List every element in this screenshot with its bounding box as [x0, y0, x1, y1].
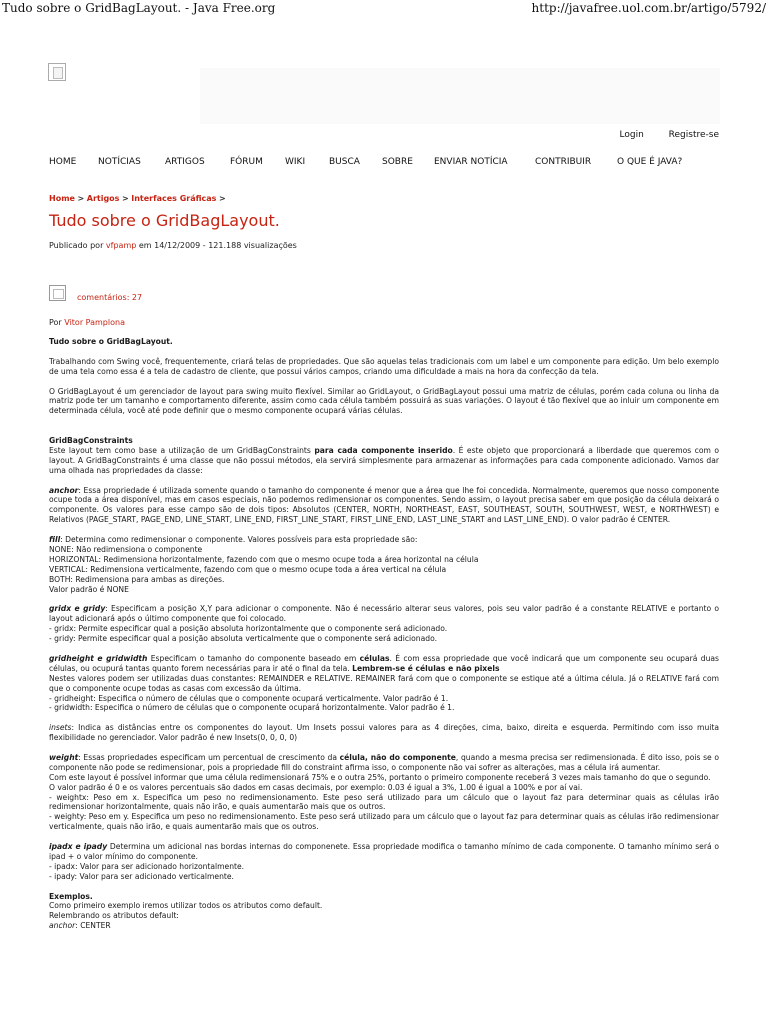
paragraph-gridx	[49, 604, 719, 624]
ipady-line: - ipady: Valor para ser adicionado verticalmente.	[49, 871, 234, 881]
text-run-bold: células	[359, 653, 390, 663]
weightx-line: - weightx: Peso em x. Especifica um peso no redimensionamento. Este peso será utilizado para um cálculo que o layout faz para determinar quais as células irão redimensionar horizontalmente, quais não irão, e quais aumentarão mais que os outros.	[49, 792, 719, 812]
breadcrumb-separator: >	[121, 194, 129, 203]
user-links	[598, 130, 720, 140]
nav-forum[interactable]: FÓRUM	[230, 157, 263, 167]
keyword-insets: insets	[49, 723, 72, 733]
paragraph-anchor	[49, 486, 719, 526]
gridwidth-line: - gridwidth: Especifica o número de células que o componente ocupará horizontalmente. Valor padrão é 1.	[49, 703, 455, 713]
comments-broken-image-icon	[49, 285, 66, 301]
breadcrumb	[49, 194, 226, 203]
author-name-link[interactable]: Vitor Pamplona	[64, 318, 125, 327]
page-tab-title: Tudo sobre o GridBagLayout. - Java Free.org	[2, 1, 276, 15]
text-run: Determina um adicional nas bordas internas do componenete. Essa propriedade modifica o tamanho mínimo de cada componente. O tamanho mínimo será o ipad + o valor mínimo do componente.	[49, 842, 720, 861]
article-meta	[49, 241, 297, 250]
paragraph-fill	[49, 535, 719, 545]
banner-ad-area	[200, 68, 720, 124]
breadcrumb-separator: >	[77, 194, 85, 203]
byline-prefix: Por	[49, 318, 65, 327]
paragraph-insets	[49, 723, 719, 743]
gridy-line: - gridy: Permite especificar qual a posição absoluta verticalmente que o componente será adicionado.	[49, 634, 437, 644]
section-heading-gridbagconstraints: GridBagConstraints	[49, 436, 133, 445]
text-run: . É com essa propriedade que você indicará que um componente seu ocupará duas células, ou ocupurá tantas quanto forem necessárias para ir até o final da tela.	[49, 653, 720, 673]
nav-contribuir[interactable]: CONTRIBUIR	[535, 157, 592, 167]
gridx-line: - gridx: Permite especificar qual a posição absoluta horizontalmente que o componente será adicionado.	[49, 624, 448, 634]
keyword-gridx-gridy: gridx e gridy	[49, 604, 106, 614]
text-run: , quando a mesma precisa ser redimensionada. É dito isso, pois se o componente não pode se redimensionar, pois a propriedade fill do constraint afirma isso, o componente não vai sofrer as alterações, mas a célula irá aumentar.	[49, 752, 719, 772]
text-run: Especificam o tamanho do componente baseado em	[147, 653, 360, 663]
nav-sobre[interactable]: SOBRE	[382, 157, 413, 167]
author-username-link[interactable]: vfpamp	[105, 241, 137, 250]
fill-option-horizontal: HORIZONTAL: Redimensiona horizontalmente, fazendo com que o mesmo ocupe toda a área horizontal na célula	[49, 554, 479, 564]
breadcrumb-separator: >	[218, 194, 226, 203]
paragraph-gridbaglayout: O GridBagLayout é um gerenciador de layout para swing muito flexível. Similar ao GridLayout, o GridBagLayout possui uma matriz de células, porém cada coluna ou linha da matriz pode ter um tamanho e comportamento diferente, assim como cada célula também possuirá as suas variações. O layout é tão flexível que ao inluir um componente em determinada célula, você até pode definir que o mesmo componente ocupará várias células.	[49, 386, 719, 416]
example-anchor-default	[49, 921, 719, 931]
keyword-ipadx-ipady: ipadx e ipady	[49, 842, 108, 852]
keyword-anchor: anchor	[49, 921, 76, 931]
text-run: : Essas propriedades especificam um percentual de crescimento da	[78, 752, 340, 762]
paragraph-weight	[49, 753, 719, 773]
comments-count-link[interactable]: comentários: 27	[77, 293, 143, 302]
keyword-fill: fill	[49, 535, 61, 545]
article-heading: Tudo sobre o GridBagLayout.	[49, 337, 173, 346]
paragraph-gridbagconstraints	[49, 446, 719, 476]
meta-date-views: em 14/12/2009 - 121.188 visualizações	[136, 241, 297, 250]
keyword-anchor: anchor	[49, 485, 79, 495]
text-run: : CENTER	[75, 921, 111, 931]
text-run-bold: Lembrem-se é células e não pixels	[352, 663, 500, 673]
keyword-gridheight-gridwidth: gridheight e gridwidth	[49, 653, 148, 663]
browser-header	[0, 0, 768, 20]
text-run: Este layout tem como base a utilização de um GridBagConstraints	[49, 445, 315, 455]
weight-line: O valor padrão é 0 e os valores percentuais são dados em casas decimais, por exemplo: 0.03 é igual a 3%, 1.00 é igual a 100% e por aí vai.	[49, 782, 583, 792]
text-run: : Determina como redimensionar o componente. Valores possíveis para esta propriedade são:	[60, 535, 418, 545]
fill-option-none: NONE: Não redimensiona o componente	[49, 544, 203, 554]
keyword-weight: weight	[49, 752, 79, 762]
gridheight-line: - gridheight: Especifica o número de células que o componente ocupará verticalmente. Valor padrão é 1.	[49, 693, 449, 703]
nav-busca[interactable]: BUSCA	[329, 157, 360, 167]
byline	[49, 318, 125, 327]
fill-default: Valor padrão é NONE	[49, 584, 129, 594]
text-run: : Essa propriedade é utilizada somente quando o tamanho do componente é menor que a área que lhe foi concedida. Normalmente, queremos que nosso componente ocupe toda a área disponível, mas em casos especiais, não podemos redimensionar os componentes. Sendo assim, o layout precisa saber em que posição da célula deixará o componente. Os valores para esse campo são de dois tipos: Absolutos (CENTER, NORTH, NORTHEAST, EAST, SOUTHEAST, SOUTH, SOUTHWEST, WEST, e NORTHWEST) e Relativos (PAGE_START, PAGE_END, LINE_START, LINE_END, FIRST_LINE_START, FIRST_LINE_END, LAST_LINE_START and LAST_LINE_END). O valor padrão é CENTER.	[49, 485, 719, 525]
fill-option-vertical: VERTICAL: Redimensiona verticalmente, fazendo com que o mesmo ocupe toda a área vertical na célula	[49, 564, 447, 574]
paragraph-intro: Trabalhando com Swing você, frequentemente, criará telas de propriedades. Que são aquelas telas tradicionais com um label e um componente para edição. Um belo exemplo de uma tela como essa é a tela de cadastro de cliente, que possui vários campos, criando uma dificuldade a mais na hora da confecção da tela.	[49, 356, 719, 376]
breadcrumb-artigos[interactable]: Artigos	[86, 194, 120, 203]
nav-noticias[interactable]: NOTÍCIAS	[98, 157, 141, 167]
weight-line: Com este layout é possível informar que uma célula redimensionará 75% e o outra 25%, portanto o primeiro componente receberá 3 vezes mais tamanho do que o segundo.	[49, 772, 711, 782]
ipadx-line: - ipadx: Valor para ser adicionado horizontalmente.	[49, 861, 245, 871]
text-run: : Especificam a posição X,Y para adicionar o componente. Não é necessário alterar seus valores, pois seu valor padrão é a constante RELATIVE e portanto o layout adicionará após o último componente que foi colocado.	[49, 604, 719, 624]
weighty-line: - weighty: Peso em y. Especifica um peso no redimensionamento. Este peso será utilizado para um cálculo que o layout faz para determinar quais as células irão redimensionar verticalmente, quais não irão, e quais aumentarão mais que os outros.	[49, 812, 719, 832]
paragraph-gridheight	[49, 654, 719, 674]
main-nav	[0, 157, 768, 171]
text-run-bold: para cada componente inserido	[314, 445, 453, 455]
nav-enviar-noticia[interactable]: ENVIAR NOTÍCIA	[434, 157, 508, 167]
nav-artigos[interactable]: ARTIGOS	[165, 157, 205, 167]
site-logo-broken-image-icon[interactable]	[48, 63, 66, 81]
nav-wiki[interactable]: WIKI	[285, 157, 306, 167]
breadcrumb-home[interactable]: Home	[49, 194, 75, 203]
register-link[interactable]: Registre-se	[668, 130, 719, 140]
meta-prefix: Publicado por	[49, 241, 106, 250]
text-run: : Indica as distâncias entre os componentes do layout. Um Insets possui valores para as 4 direções, cima, baixo, direita e esquerda. Permitindo com isso muita flexibilidade no gerenciador. Valor padrão é new Insets(0, 0, 0, 0)	[49, 723, 719, 743]
text-run: . É este objeto que proporcionará a liberdade que queremos com o layout. A GridBagConstraints é uma classe que não possui métodos, ela servirá simplesmente para armazenar as informações para cada componente adicionado. Vamos dar uma olhada nas propriedades da classe:	[49, 445, 719, 475]
nav-o-que-e-java[interactable]: O QUE É JAVA?	[617, 157, 683, 167]
page-url[interactable]: http://javafree.uol.com.br/artigo/5792/	[531, 1, 766, 15]
breadcrumb-interfaces-graficas[interactable]: Interfaces Gráficas	[131, 194, 217, 203]
login-link[interactable]: Login	[619, 130, 644, 140]
example-line: Como primeiro exemplo iremos utilizar todos os atributos como default.	[49, 901, 323, 911]
gridheight-constants: Nestes valores podem ser utilizadas duas constantes: REMAINDER e RELATIVE. REMAINER fará com que o componente se estique até a última célula. Já o RELATIVE fará com que o componente ocupe todas as casas com excessão da última.	[49, 673, 719, 693]
fill-option-both: BOTH: Redimensiona para ambas as direções.	[49, 574, 225, 584]
article-body	[49, 337, 719, 931]
section-heading-exemplos: Exemplos.	[49, 891, 93, 901]
text-run-bold: célula, não do componente	[339, 752, 456, 762]
paragraph-ipad	[49, 842, 719, 862]
example-line: Relembrando os atributos default:	[49, 911, 179, 921]
page-title: Tudo sobre o GridBagLayout.	[49, 211, 280, 230]
nav-home[interactable]: HOME	[49, 157, 77, 167]
